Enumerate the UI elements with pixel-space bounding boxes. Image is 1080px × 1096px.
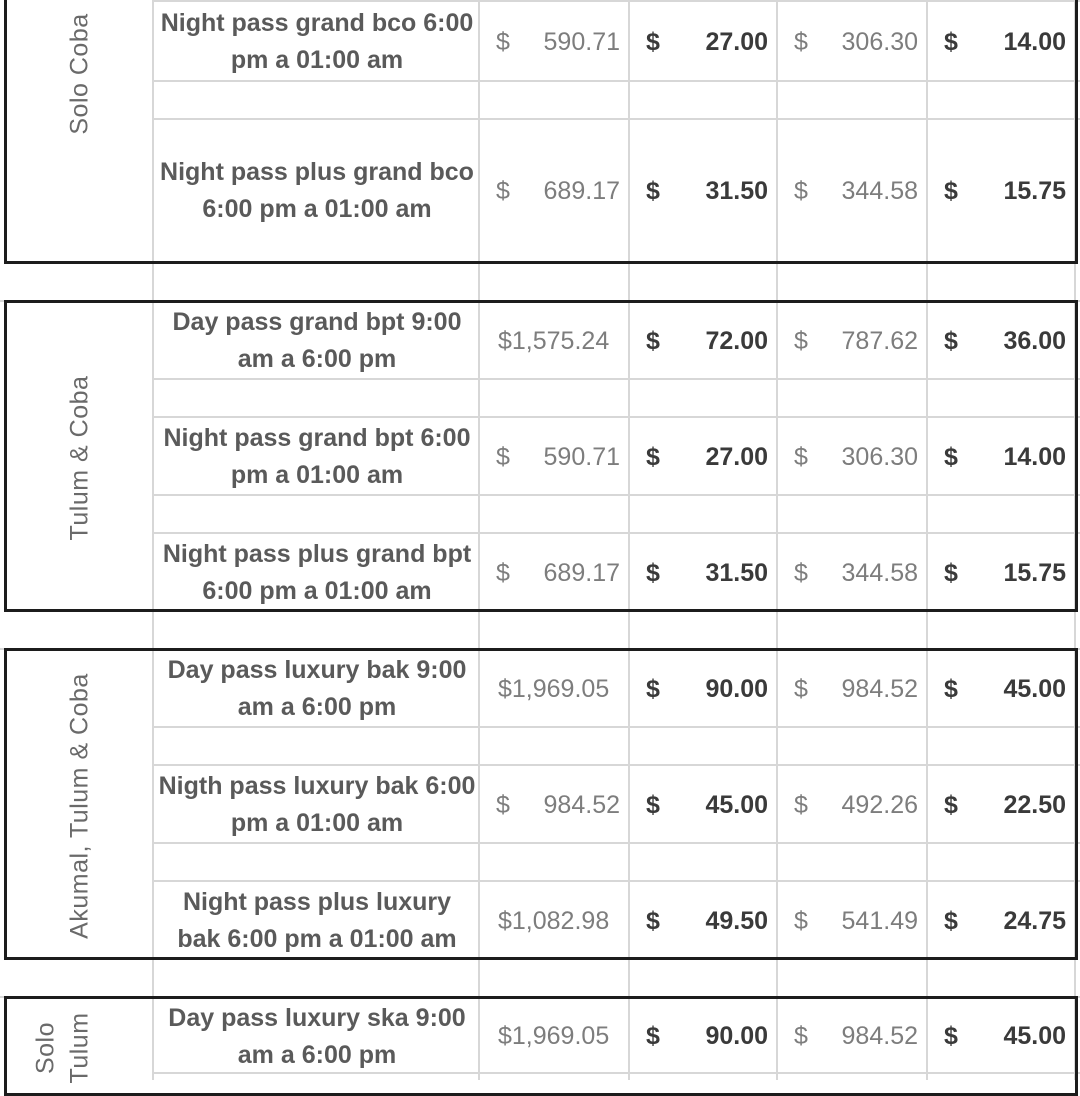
base-price-cell: $1,082.98 bbox=[498, 906, 610, 935]
row-description: Day pass grand bpt 9:00 am a 6:00 pm bbox=[172, 308, 462, 373]
price-cell: $ 306.30 bbox=[794, 27, 918, 56]
price-cell: $ 72.00 bbox=[646, 326, 768, 355]
row-description: Nigth pass luxury bak 6:00 pm a 01:00 am bbox=[158, 772, 476, 837]
price-cell: $ 24.75 bbox=[944, 906, 1066, 935]
row-description: Day pass luxury bak 9:00 am a 6:00 pm bbox=[167, 656, 467, 721]
base-price-cell: $ 689.17 bbox=[496, 558, 620, 587]
price-cell: $ 31.50 bbox=[646, 558, 768, 587]
price-cell: $ 541.49 bbox=[794, 906, 918, 935]
price-cell: $ 90.00 bbox=[646, 674, 768, 703]
section-label: Solo bbox=[31, 1021, 60, 1075]
row-description: Night pass plus grand bpt 6:00 pm a 01:00 am bbox=[162, 540, 472, 605]
price-cell: $ 14.00 bbox=[944, 27, 1066, 56]
row-description: Night pass grand bco 6:00 pm a 01:00 am bbox=[160, 9, 474, 74]
price-cell: $ 306.30 bbox=[794, 442, 918, 471]
section-label: Solo Coba bbox=[65, 13, 94, 135]
base-price-cell: $ 984.52 bbox=[496, 790, 620, 819]
price-cell: $ 22.50 bbox=[944, 790, 1066, 819]
price-cell: $ 15.75 bbox=[944, 176, 1066, 205]
section-label: Akumal, Tulum & Coba bbox=[65, 673, 94, 939]
price-cell: $ 45.00 bbox=[944, 1021, 1066, 1050]
row-description: Night pass plus grand bco 6:00 pm a 01:00 am bbox=[160, 158, 474, 223]
price-cell: $ 90.00 bbox=[646, 1021, 768, 1050]
price-cell: $ 49.50 bbox=[646, 906, 768, 935]
base-price-cell: $ 590.71 bbox=[496, 27, 620, 56]
price-cell: $ 984.52 bbox=[794, 674, 918, 703]
price-cell: $ 344.58 bbox=[794, 558, 918, 587]
price-cell: $ 31.50 bbox=[646, 176, 768, 205]
price-cell: $ 492.26 bbox=[794, 790, 918, 819]
price-cell: $ 787.62 bbox=[794, 326, 918, 355]
row-description: Night pass grand bpt 6:00 pm a 01:00 am bbox=[163, 424, 471, 489]
price-cell: $ 14.00 bbox=[944, 442, 1066, 471]
price-cell: $ 984.52 bbox=[794, 1021, 918, 1050]
price-cell: $ 27.00 bbox=[646, 442, 768, 471]
price-cell: $ 45.00 bbox=[944, 674, 1066, 703]
base-price-cell: $1,969.05 bbox=[498, 674, 610, 703]
row-description: Day pass luxury ska 9:00 am a 6:00 pm bbox=[168, 1004, 466, 1069]
section-label: Tulum bbox=[65, 1012, 94, 1084]
price-cell: $ 15.75 bbox=[944, 558, 1066, 587]
row-description: Night pass plus luxury bak 6:00 pm a 01:00 am bbox=[177, 888, 457, 953]
base-price-cell: $1,575.24 bbox=[498, 326, 610, 355]
base-price-cell: $1,969.05 bbox=[498, 1021, 610, 1050]
base-price-cell: $ 689.17 bbox=[496, 176, 620, 205]
price-cell: $ 45.00 bbox=[646, 790, 768, 819]
price-cell: $ 344.58 bbox=[794, 176, 918, 205]
price-cell: $ 27.00 bbox=[646, 27, 768, 56]
price-cell: $ 36.00 bbox=[944, 326, 1066, 355]
section-label: Tulum & Coba bbox=[65, 375, 94, 541]
base-price-cell: $ 590.71 bbox=[496, 442, 620, 471]
